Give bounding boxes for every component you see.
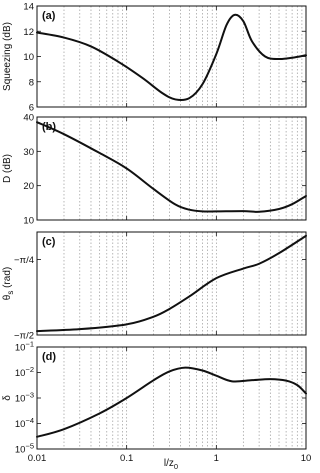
y-tick-label: $10^{-1}$ [14, 339, 34, 354]
y-axis-label: δ [2, 395, 13, 401]
x-axis [164, 458, 178, 471]
panel-c [2, 232, 306, 342]
plot-frame [37, 117, 306, 220]
x-axis-label: $l/z_0$ [163, 458, 179, 471]
data-curve [37, 15, 306, 100]
data-curve [37, 368, 306, 437]
data-curve [37, 122, 306, 212]
x-tick-label: 0.1 [120, 453, 134, 464]
x-tick-label: 1 [213, 453, 219, 464]
y-tick-label: 10 [23, 215, 34, 227]
y-axis-label: Squeezing (dB) [2, 22, 13, 91]
x-tick-label: 0.01 [27, 453, 47, 464]
x-tick-label: 10 [300, 453, 312, 464]
y-tick-label: $10^{-3}$ [14, 390, 34, 405]
panel-label: (b) [42, 121, 57, 133]
panel-b [2, 113, 306, 227]
plot-frame [37, 232, 306, 335]
y-tick-label: −π/4 [13, 254, 34, 266]
y-tick-label: −π/2 [13, 330, 34, 342]
y-tick-label: 6 [28, 102, 34, 114]
y-tick-label: 8 [28, 77, 34, 89]
plot-frame [37, 347, 306, 449]
y-tick-label: 20 [23, 181, 34, 193]
y-tick-label: $10^{-2}$ [14, 365, 34, 379]
y-tick-label: $10^{-4}$ [14, 416, 34, 430]
y-tick-label: 30 [23, 146, 34, 158]
y-tick-label: 14 [23, 1, 34, 13]
y-tick-label: 12 [23, 26, 34, 38]
panel-label: (d) [42, 351, 57, 363]
y-tick-label: 40 [23, 112, 34, 124]
panels [2, 2, 311, 465]
data-curve [37, 236, 306, 331]
y-tick-label: 10 [23, 52, 34, 63]
y-axis-label: D (dB) [2, 154, 13, 183]
y-tick-label: $10^{-5}$ [14, 441, 34, 456]
y-axis-label: $\theta_s$ (rad) [2, 266, 15, 301]
panel-d [2, 340, 311, 465]
panel-label: (c) [42, 236, 56, 248]
panel-a [2, 2, 306, 114]
panel-label: (a) [42, 10, 56, 22]
